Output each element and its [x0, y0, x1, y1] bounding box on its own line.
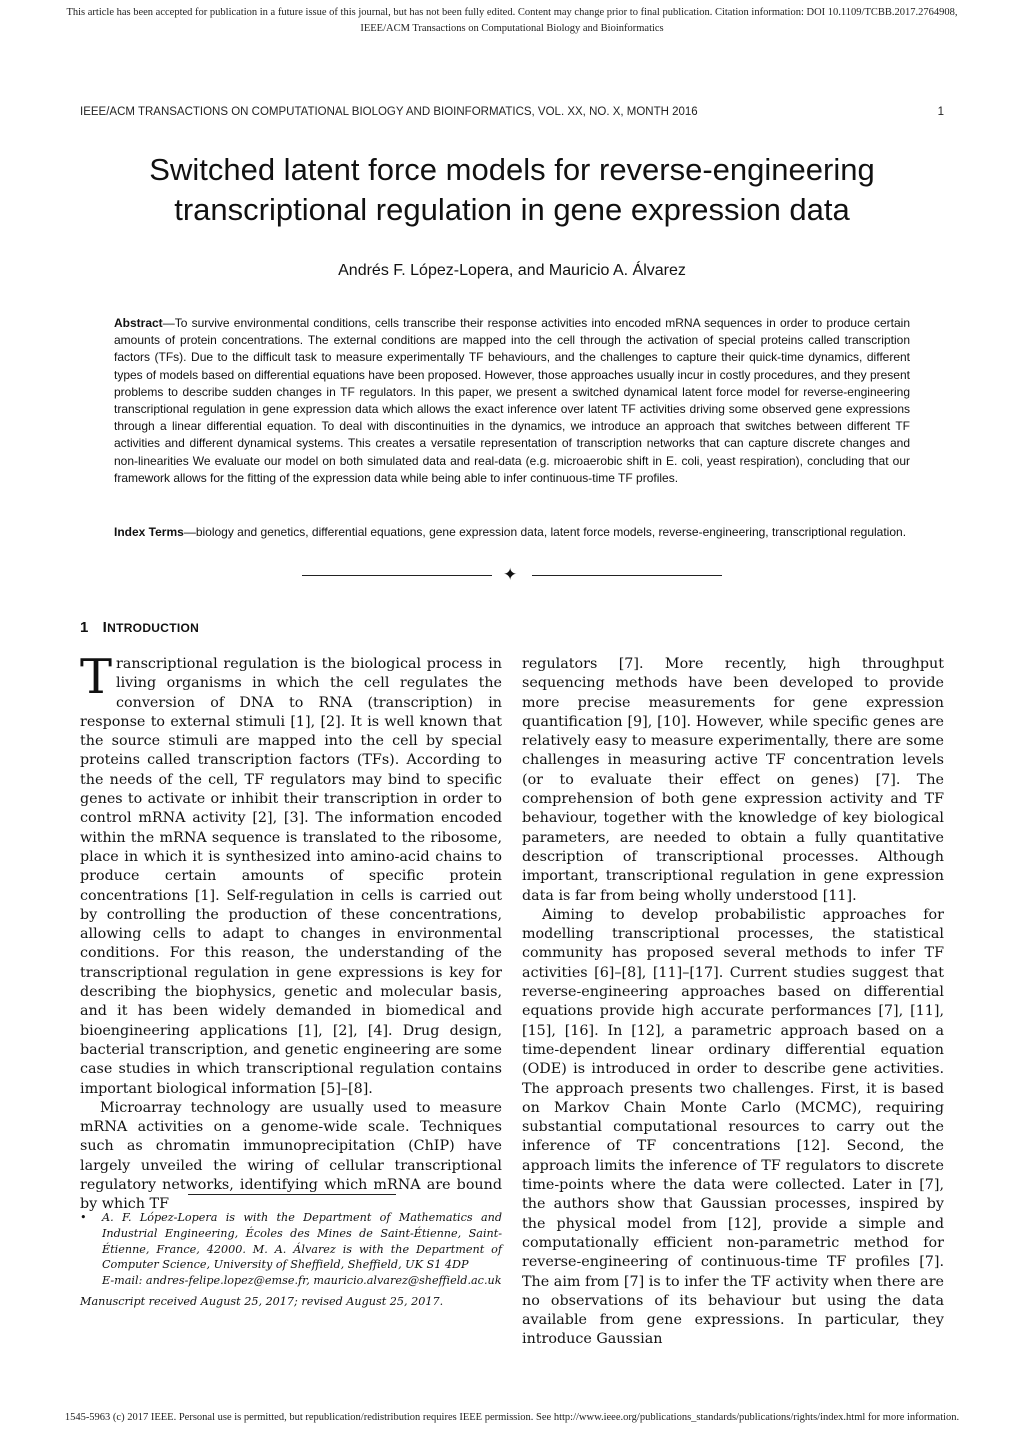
journal-header: IEEE/ACM TRANSACTIONS ON COMPUTATIONAL BIOLOGY AND BIOINFORMATICS, VOL. XX, NO. X, MONTH 2016: [80, 106, 698, 118]
author-list: Andrés F. López-Lopera, and Mauricio A. Álvarez: [338, 262, 686, 279]
section-title-rest: NTRODUCTION: [107, 621, 200, 635]
intro-paragraph-2: Microarray technology are usually used to measure mRNA activities on a genome-wide scale. Techniques such as chromatin immunoprecipitation (ChIP) have largely unveiled the wiring of cellular transcriptional regulatory networks, identifying which mRNA are bound by which TF: [80, 1099, 502, 1213]
copyright-notice: 1545-5963 (c) 2017 IEEE. Personal use is permitted, but republication/redistribution requires IEEE permission. See http://www.ieee.org/publications_standards/publications/rights/index.html for more information.: [64, 1412, 960, 1423]
page-number: 1: [937, 106, 944, 118]
index-terms-text: —biology and genetics, differential equations, gene expression data, latent force models, reverse-engineering, transcriptional regulation.: [183, 525, 907, 539]
section-number: 1: [80, 619, 89, 636]
author-emails: E-mail: andres-felipe.lopez@emse.fr, mauricio.alvarez@sheffield.ac.uk: [102, 1274, 502, 1288]
title-line-1: Switched latent force models for reverse-engineering: [149, 152, 875, 187]
divider-rule-left: [302, 575, 492, 576]
publication-banner: [0, 5, 1024, 37]
footnote-bullet-icon: •: [80, 1211, 87, 1224]
index-terms: [114, 524, 910, 541]
abstract: [114, 315, 910, 487]
section-divider: [302, 566, 722, 586]
right-column: [522, 655, 944, 1350]
intro-paragraph-3: regulators [7]. More recently, high throughput sequencing methods have been developed to provide more precise measurements for gene expression quantification [9], [10]. However, while specific genes are relatively easy to measure experimentally, there are some challenges in measuring active TF concentration levels (or to evaluate their effect on genes) [7]. The comprehension of both gene expression activity and TF behaviour, together with the knowledge of key biological parameters, are needed to obtain a fully quantitative description of transcriptional processes. Although important, transcriptional regulation in gene expression data is far from being wholly understood [11].: [522, 656, 944, 904]
section-heading-introduction: [80, 619, 199, 636]
paper-title: [60, 150, 964, 230]
banner-line-1: This article has been accepted for publication in a future issue of this journal, but has not been fully edited. Content may change prior to final publication. Citation information: DOI 10.1109/TCBB.2017.2764908,: [66, 7, 958, 18]
drop-cap: T: [80, 649, 113, 705]
author-affiliation-footnote: [80, 1210, 502, 1289]
section-title-initial: I: [102, 619, 108, 636]
manuscript-dates: Manuscript received August 25, 2017; revised August 25, 2017.: [80, 1295, 444, 1308]
divider-diamond-icon: ✦: [503, 565, 518, 585]
intro-paragraph-4: Aiming to develop probabilistic approaches for modelling transcriptional processes, the statistical community has proposed several methods to infer TF activities [6]–[8], [11]–[17]. Current studies suggest that reverse-engineering approaches based on differential equations provide high accurate performances [7], [11], [15], [16]. In [12], a parametric approach based on a time-dependent linear ordinary differential equation (ODE) is introduced in order to describe gene activities. The approach presents two challenges. First, it is based on Markov Chain Monte Carlo (MCMC), requiring substantial computational resources to carry out the inference of TF concentrations [12]. Second, the approach limits the inference of TF regulators to discrete time-points where the data were collected. Later in [7], the authors show that Gaussian processes, inspired by the physical model from [12], provide a simple and computationally efficient non-parametric method for reverse-engineering of continuous-time TF profiles [7]. The aim from [7] is to infer the TF activity when there are no observations of its behaviour but using the data available from gene expressions. In particular, they introduce Gaussian: [522, 906, 944, 1348]
banner-line-2: IEEE/ACM Transactions on Computational Biology and Bioinformatics: [360, 23, 664, 34]
divider-rule-right: [532, 575, 722, 576]
intro-paragraph-1: [80, 649, 502, 1099]
affiliation-text: A. F. López-Lopera is with the Department of Mathematics and Industrial Engineering, Écoles des Mines de Saint-Étienne, Saint-Étienne, France, 42000. M. A. Álvarez is with the Department of Computer Science, University of Sheffield, Sheffield, UK S1 4DP: [102, 1211, 502, 1272]
index-terms-label: Index Terms: [114, 525, 184, 539]
footnote-rule: [188, 1194, 396, 1195]
abstract-text: —To survive environmental conditions, cells transcribe their response activities into encoded mRNA sequences in order to produce certain amounts of protein concentrations. The external conditions are mapped into the cell through the activation of special proteins called transcription factors (TFs). Due to the difficult task to measure experimentally TF behaviours, and the challenges to capture their quick-time dynamics, different types of models based on differential equations have been proposed. However, those approaches usually incur in costly procedures, and they present problems to describe sudden changes in TF regulators. In this paper, we present a switched dynamical latent force model for reverse-engineering transcriptional regulation in gene expression data which allows the exact inference over latent TF activities driving some observed gene expressions through a linear differential equation. To deal with discontinuities in the dynamics, we introduce an approach that switches between different TF activities and different dynamical systems. This creates a versatile representation of transcription networks that can capture discrete changes and non-linearities We evaluate our model on both simulated data and real-data (e.g. microaerobic shift in E. coli, yeast respiration), concluding that our framework allows for the fitting of the expression data while being able to infer continuous-time TF profiles.: [114, 316, 910, 485]
footnote-text: [102, 1210, 502, 1289]
abstract-label: Abstract: [114, 316, 163, 330]
intro-paragraph-1-text: ranscriptional regulation is the biological process in living organisms in which the cell regulates the conversion of DNA to RNA (transcription) in response to external stimuli [1], [2]. It is well known that the source stimuli are mapped into the cell by special proteins called transcription factors (TFs). According to the needs of the cell, TF regulators may bind to specific genes to activate or inhibit their transcription in order to control mRNA activity [2], [3]. The information encoded within the mRNA sequence is translated to the ribosome, place in which it is synthesized into amino-acid chains to produce certain amounts of specific protein concentrations [1]. Self-regulation in cells is carried out by controlling the production of these concentrations, allowing cells to adapt to changes in environmental conditions. For this reason, the understanding of the transcriptional regulation in gene expressions is key for describing the biophysics, genetic and molecular basis, and it has been widely demanded in biomedical and bioengineering applications [1], [2], [4]. Drug design, bacterial transcription, and genetic engineering are some case studies in which transcriptional regulation contains important biological information [5]–[8].: [80, 656, 502, 1097]
title-line-2: transcriptional regulation in gene expression data: [174, 192, 850, 227]
left-column: [80, 649, 502, 1215]
running-head: [80, 106, 944, 118]
